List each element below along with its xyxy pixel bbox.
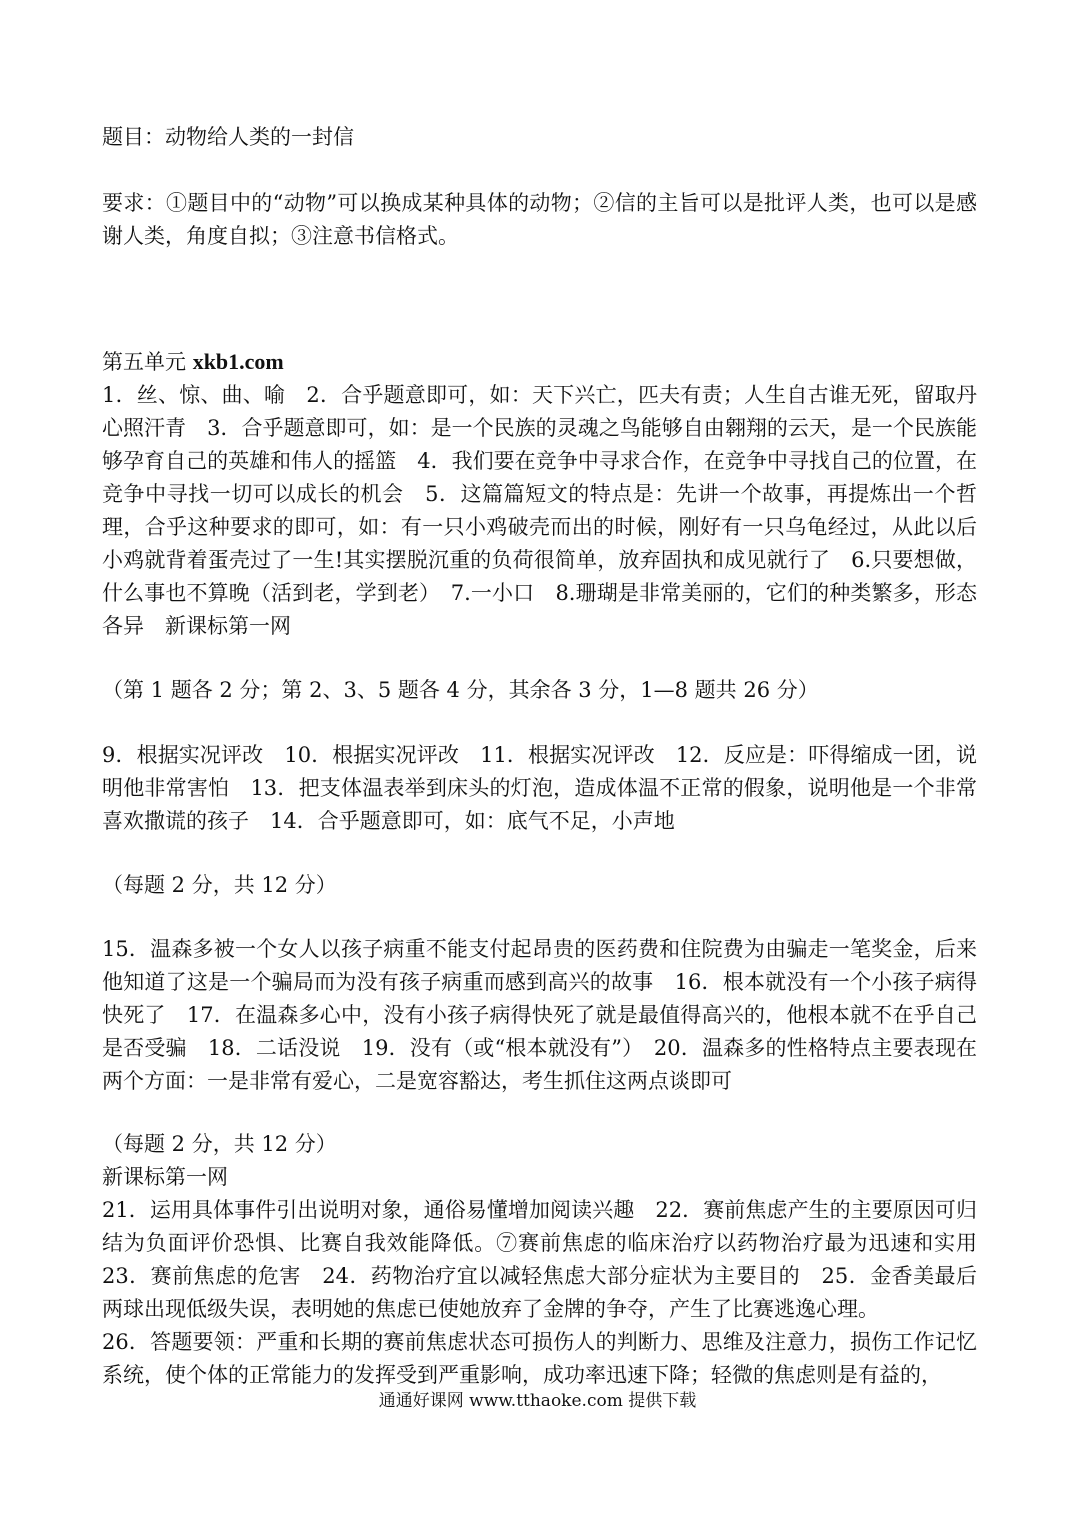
page-footer: 通通好课网 www.tthaoke.com 提供下载 <box>378 1391 697 1411</box>
site-note: 新课标第一网 <box>102 1165 228 1189</box>
unit5-heading-text: 第五单元 <box>102 350 193 374</box>
unit5-heading <box>102 345 977 379</box>
unit5-heading-site: xkb1.com <box>192 349 284 374</box>
answers-21-26-section <box>102 1128 998 1392</box>
topic-title: 题目：动物给人类的一封信 <box>102 125 354 149</box>
score-note-9-14: （每题 2 分，共 12 分） <box>102 873 337 897</box>
answers-15-20: 15．温森多被一个女人以孩子病重不能支付起昂贵的医药费和住院费为由骗走一笔奖金，后来他知道了这是一个骗局而为没有孩子病重而感到高兴的故事 16．根本就没有一个小孩子病得快死了 17．在温森多心中，没有小孩子病得快死了就是最值得高兴的，他根本就不在乎自己是否受骗 18．二话没说 19．没有（或“根本就没有”） 20．温森多的性格特点主要表现在两个方面：一是非常有爱心，二是宽容豁达，考生抓住这两点谈即可 <box>102 937 977 1093</box>
score-note-15-20: （每题 2 分，共 12 分） <box>102 1132 337 1156</box>
answers-1-8: 1．丝、惊、曲、喻 2．合乎题意即可，如：天下兴亡，匹夫有责；人生自古谁无死，留取丹心照汗青 3．合乎题意即可，如：是一个民族的灵魂之鸟能够自由翱翔的云天，是一个民族能够孕育自己的英雄和伟人的摇篮 4．我们要在竞争中寻求合作，在竞争中寻找自己的位置，在竞争中寻找一切可以成长的机会 5．这篇篇短文的特点是：先讲一个故事，再提炼出一个哲理，合乎这种要求的即可，如：有一只小鸡破壳而出的时候，刚好有一只乌龟经过，从此以后小鸡就背着蛋壳过了一生!其实摆脱沉重的负荷很简单，放弃固执和成见就行了 6.只要想做，什么事也不算晚（活到老，学到老） 7.一小口 8.珊瑚是非常美丽的，它们的种类繁多，形态各异 新课标第一网 <box>102 383 977 638</box>
score-note-1-8: （第 1 题各 2 分；第 2、3、5 题各 4 分，其余各 3 分，1—8 题共 26 分） <box>102 678 819 702</box>
topic-requirement: 要求：①题目中的“动物”可以换成某种具体的动物；②信的主旨可以是批评人类，也可以是感谢人类，角度自拟；③注意书信格式。 <box>102 191 977 248</box>
answers-21-25: 21．运用具体事件引出说明对象，通俗易懂增加阅读兴趣 22．赛前焦虑产生的主要原因可归结为负面评价恐惧、比赛自我效能降低。⑦赛前焦虑的临床治疗以药物治疗最为迅速和实用 23．赛前焦虑的危害 24．药物治疗宜以减轻焦虑大部分症状为主要目的 25．金香美最后两球出现低级失误，表明她的焦虑已使她放弃了金牌的争夺，产生了比赛逃逸心理。 <box>102 1198 998 1321</box>
unit5-section <box>102 345 977 643</box>
answers-9-14: 9．根据实况评改 10．根据实况评改 11．根据实况评改 12．反应是：吓得缩成一团，说明他非常害怕 13．把支体温表举到床头的灯泡，造成体温不正常的假象，说明他是一个非常喜欢撒谎的孩子 14．合乎题意即可，如：底气不足，小声地 <box>102 743 977 833</box>
answer-26: 26．答题要领：严重和长期的赛前焦虑状态可损伤人的判断力、思维及注意力，损伤工作记忆系统，使个体的正常能力的发挥受到严重影响，成功率迅速下降；轻微的焦虑则是有益的， <box>102 1330 977 1387</box>
